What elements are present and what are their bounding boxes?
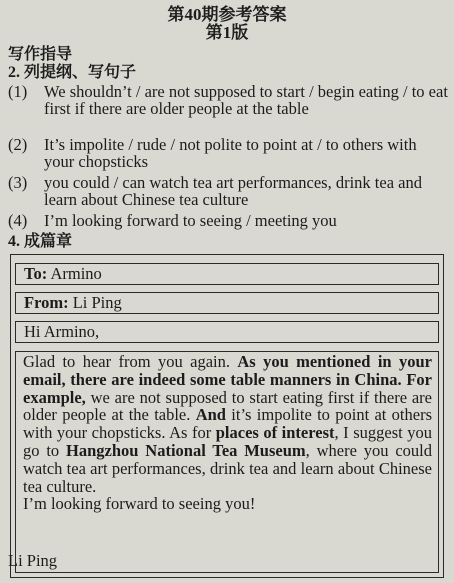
letter-from-row xyxy=(15,292,439,314)
letter-paragraph xyxy=(23,353,432,495)
answer-item-number: (4) xyxy=(8,211,28,230)
greeting: Hi Armino, xyxy=(24,322,100,341)
answer-item-text: you could / can watch tea art performances, drink tea and learn about Chinese tea culture xyxy=(44,173,422,209)
to-value: Armino xyxy=(50,264,102,283)
page-title: 第1版 xyxy=(205,23,249,42)
answer-item-1 xyxy=(8,82,448,118)
letter-phrase-museum: Hangzhou National Tea Museum xyxy=(66,440,306,460)
letter-sentence-3: we are not supposed to start eating first if there are older people at the table. xyxy=(23,387,432,425)
section-heading-writing: 写作指导 xyxy=(8,46,73,63)
answer-item-4 xyxy=(8,212,448,229)
issue-title: 第40期参考答案 xyxy=(167,5,287,24)
letter-connector-and: And xyxy=(195,405,226,425)
letter-signature: Li Ping xyxy=(8,551,58,570)
letter-greeting-row xyxy=(15,321,439,343)
from-value: Li Ping xyxy=(72,293,122,312)
answer-item-number: (3) xyxy=(8,173,28,192)
answer-item-3 xyxy=(8,173,448,209)
letter-to-row xyxy=(15,263,439,285)
answer-item-number: (1) xyxy=(8,82,28,101)
answer-item-text: We shouldn’t / are not supposed to start / begin eating / to eat first if there are older people at the table xyxy=(44,82,448,118)
answer-item-text: I’m looking forward to seeing / meeting you xyxy=(44,211,337,230)
section-subheading-outline: 2. 列提纲、写句子 xyxy=(8,64,137,81)
section-heading-essay: 4. 成篇章 xyxy=(8,233,73,250)
letter-sentence-5: it’s impolite to point at others with your chopsticks. As for xyxy=(23,405,433,443)
letter-frame xyxy=(10,254,444,578)
letter-sentence-1: Glad to hear from you again. xyxy=(23,352,238,371)
answer-item-2 xyxy=(8,135,448,171)
letter-body xyxy=(15,351,439,573)
letter-phrase-mentioned: As you mentioned in your email, there are indeed some table manners in China. For example, xyxy=(23,352,432,407)
answer-item-text: It’s impolite / rude / not polite to point at / to others with your chopsticks xyxy=(44,135,417,171)
letter-phrase-places: places of interest xyxy=(215,423,335,443)
letter-sentence-9: , where you could watch tea art performances, drink tea and learn about Chinese tea culture. xyxy=(23,440,433,496)
to-label: To: xyxy=(24,264,48,283)
letter-sentence-7: , I suggest you go to xyxy=(23,423,433,460)
from-label: From: xyxy=(24,293,69,312)
answer-item-number: (2) xyxy=(8,135,28,154)
letter-closing: I’m looking forward to seeing you! xyxy=(23,494,256,514)
